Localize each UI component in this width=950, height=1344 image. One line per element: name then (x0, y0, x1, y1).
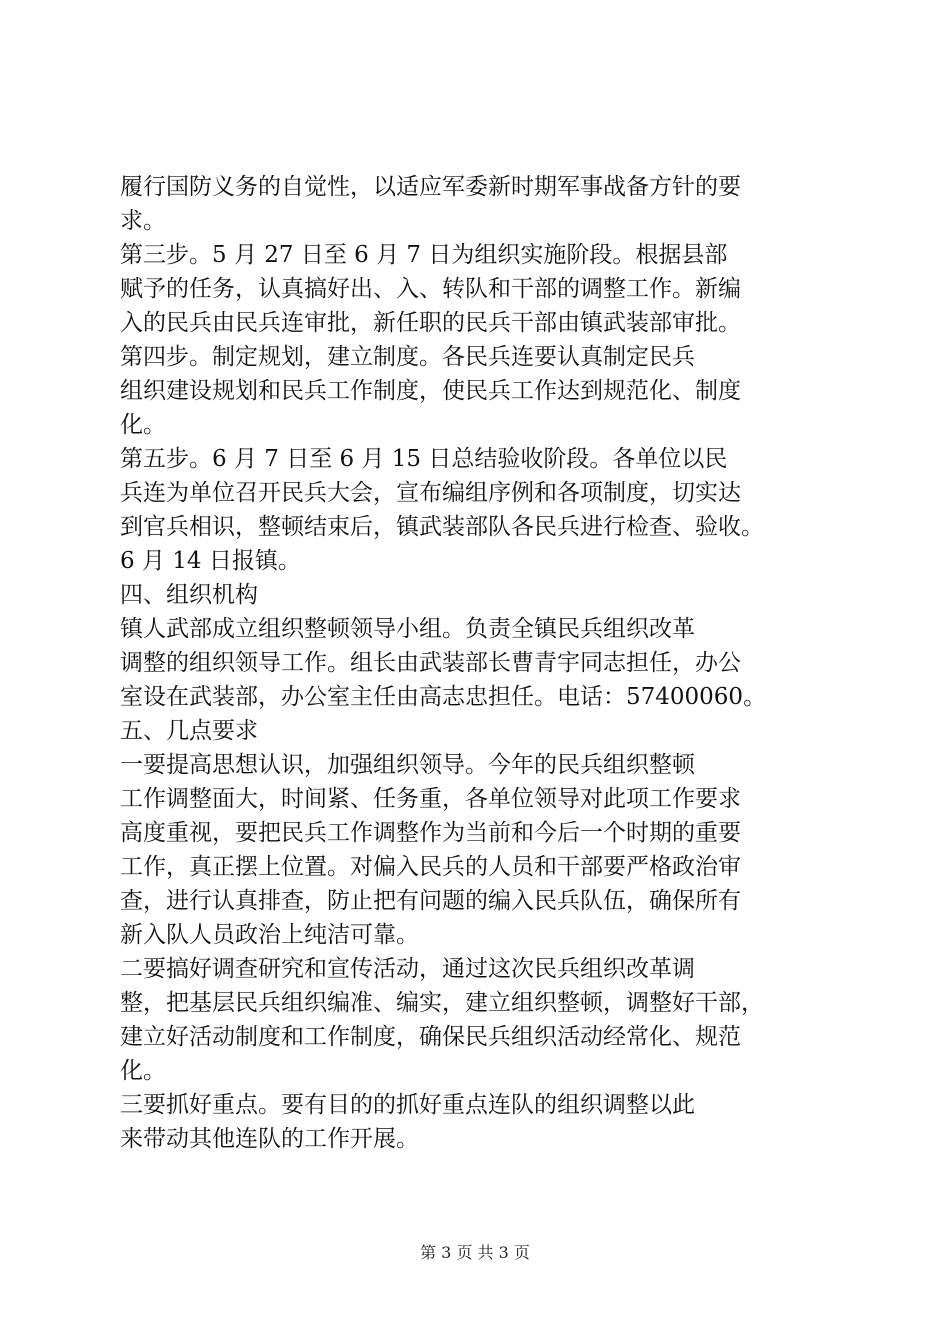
text-line: 调整的组织领导工作。组长由武装部长曹青宇同志担任，办公 (120, 650, 741, 676)
text-line: 高度重视，要把民兵工作调整作为当前和今后一个时期的重要 (120, 820, 741, 846)
section-heading: 四、组织机构 (120, 582, 258, 608)
page-number: 第 3 页 共 3 页 (420, 1243, 530, 1262)
text-line: 来带动其他连队的工作开展。 (120, 1126, 419, 1152)
text-line: 第五步。6 月 7 日至 6 月 15 日总结验收阶段。各单位以民 (120, 446, 728, 472)
text-line: 赋予的任务，认真搞好出、入、转队和干部的调整工作。新编 (120, 276, 741, 302)
text-line: 履行国防义务的自觉性，以适应军委新时期军事战备方针的要 (120, 174, 741, 200)
text-line: 整，把基层民兵组织编准、编实，建立组织整顿，调整好干部， (120, 990, 764, 1016)
section-heading: 五、几点要求 (120, 718, 258, 744)
text-line: 室设在武装部，办公室主任由高志忠担任。电话：57400060。 (120, 684, 767, 710)
text-line: 一要提高思想认识，加强组织领导。今年的民兵组织整顿 (120, 752, 695, 778)
text-line: 新入队人员政治上纯洁可靠。 (120, 922, 419, 948)
text-line: 建立好活动制度和工作制度，确保民兵组织活动经常化、规范 (120, 1024, 741, 1050)
text-line: 化。 (120, 1058, 166, 1084)
text-line: 兵连为单位召开民兵大会，宣布编组序例和各项制度，切实达 (120, 480, 741, 506)
text-line: 入的民兵由民兵连审批，新任职的民兵干部由镇武装部审批。 (120, 310, 741, 336)
document-body (120, 170, 840, 1156)
text-line: 求。 (120, 208, 166, 234)
text-line: 二要搞好调查研究和宣传活动，通过这次民兵组织改革调 (120, 956, 695, 982)
text-line: 镇人武部成立组织整顿领导小组。负责全镇民兵组织改革 (120, 616, 695, 642)
text-line: 查，进行认真排查，防止把有问题的编入民兵队伍，确保所有 (120, 888, 741, 914)
text-line: 工作调整面大，时间紧、任务重，各单位领导对此项工作要求 (120, 786, 741, 812)
text-line: 第三步。5 月 27 日至 6 月 7 日为组织实施阶段。根据县部 (120, 242, 728, 268)
text-line: 三要抓好重点。要有目的的抓好重点连队的组织调整以此 (120, 1092, 695, 1118)
page-footer (0, 1243, 950, 1263)
text-line: 化。 (120, 412, 166, 438)
text-line: 到官兵相识，整顿结束后，镇武装部队各民兵进行检查、验收。 (120, 514, 764, 540)
text-line: 工作，真正摆上位置。对偏入民兵的人员和干部要严格政治审 (120, 854, 741, 880)
text-line: 6 月 14 日报镇。 (120, 548, 301, 574)
text-line: 第四步。制定规划，建立制度。各民兵连要认真制定民兵 (120, 344, 695, 370)
text-line: 组织建设规划和民兵工作制度，使民兵工作达到规范化、制度 (120, 378, 741, 404)
